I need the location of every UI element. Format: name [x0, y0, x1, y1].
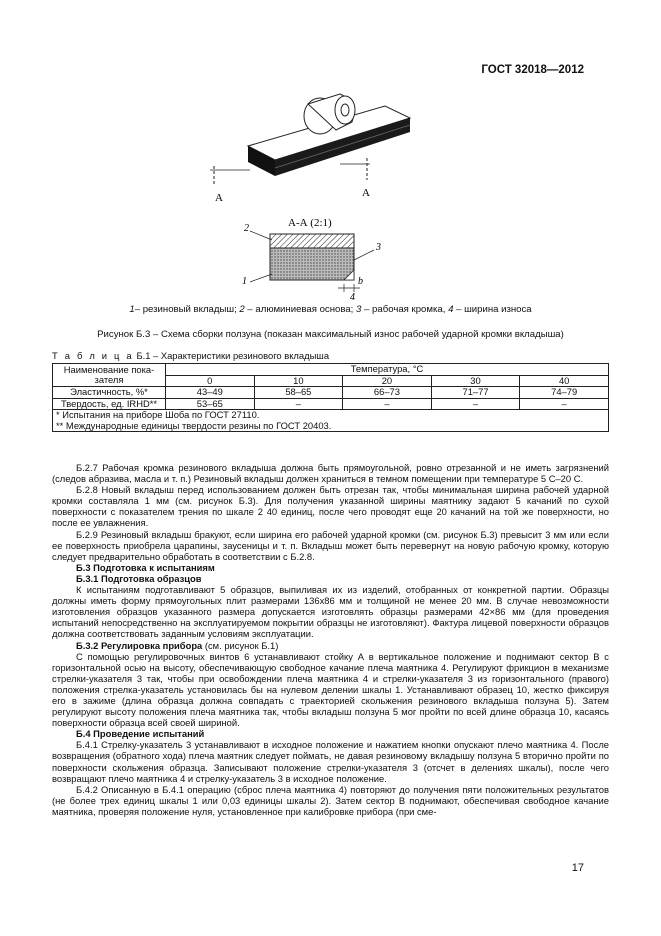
- heading-b3: Б.3 Подготовка к испытаниям: [76, 561, 215, 573]
- callout-4: 4: [350, 292, 355, 303]
- section-mark-right: А: [362, 187, 370, 199]
- section-mark-left: А: [215, 192, 223, 204]
- figure-caption: Рисунок Б.3 – Схема сборки ползуна (показан максимальный износ рабочей ударной кромки вкладыша): [97, 329, 564, 340]
- callout-1: 1: [242, 276, 247, 287]
- temp-cell: 10: [254, 375, 343, 387]
- table-note: ** Международные единицы твердости резины по ГОСТ 20403.: [56, 419, 332, 431]
- temp-cell: 20: [343, 375, 432, 387]
- standard-id: ГОСТ 32018—2012: [481, 64, 584, 76]
- paragraph-b41: Б.4.1 Стрелку-указатель 3 устанавливают в исходное положение и нажатием кнопки опускают плечо маятника 4. После возвращения (обратного хода) плеча маятник следует поймать, не давая резиновому вкладышу ползуна 5 вторично пройти по поверхности скольжения образца. Записывают положение стрелки-указателя 3 (отсчет в делениях шкалы), после чего возвращают плечо маятника 4 и стрелку-указатель 3 в исходное положение.: [52, 739, 609, 784]
- section-view: [250, 231, 374, 292]
- paragraph-b32: С помощью регулировочных винтов 6 устанавливают стойку А в вертикальное положение и поднимают сектор В с горизонтальной осью на высоту, обеспечивающую свободное качание плеча маятника 4. Регулируют фрикцион в механизме стрелки-указателя 3 так, чтобы при освобождении плеча маятника 4 и стрелки-указателя 3 из горизонтального (правого) положения стрелка-указатель установилась бы на нулевом делении шкалы 1. Устанавливают образец 10, жестко фиксируя его в зажиме (длина образца должна совпадать с траекторией скольжения резинового вкладыша ползуна 5). Затем регулируют высоту положения плеча маятника так, чтобы вкладыш ползуна 5 мог пройти по всей длине образца 10, касаясь поверхности образца всей своей шириной.: [52, 650, 609, 729]
- temp-cell: 30: [431, 375, 520, 387]
- paragraph-b42: Б.4.2 Описанную в Б.4.1 операцию (сброс плеча маятника 4) повторяют до получения пяти положительных результатов (не более трех единиц шкалы 1 или 0,03 единицы шкалы 2). Затем сектор В поднимают, обеспечивая свободное качание маятника, проверяя положение нуля, установленное при калибровке прибора (при сме-: [52, 783, 609, 817]
- heading-b4: Б.4 Проведение испытаний: [76, 728, 205, 740]
- figure-legend: 1– резиновый вкладыш; 2 – алюминиевая основа; 3 – рабочая кромка, 4 – ширина износа: [129, 304, 532, 315]
- rubber-characteristics-table: [52, 363, 609, 432]
- temp-cell: 40: [520, 375, 609, 387]
- page-number: 17: [571, 862, 584, 874]
- table-note: * Испытания на приборе Шоба по ГОСТ 27110.: [56, 409, 260, 420]
- paragraph-b31: К испытаниям подготавливают 5 образцов, выпиливая их из изделий, отобранных от конкретной партии. Образцы должны иметь форму прямоугольных плит размерами 136х86 мм и толщиной не менее 20 мм. В случае невозможности изготовления образцов указанного размера допускается изготовлять образцы размерами 42×86 мм (для проведения испытаний непосредственно на эксплуатируемом покрытии образцы не изготовляют). Фактура лицевой поверхности образцов должна соответствовать заданным условиям эксплуатации.: [52, 584, 609, 640]
- callout-3: 3: [376, 242, 381, 253]
- table-caption: Т а б л и ц а Б.1 – Характеристики резинового вкладыша: [52, 350, 330, 361]
- table-row: Твердость, ед. IRHD** 53–65 – – – –: [53, 398, 609, 410]
- callout-2: 2: [244, 223, 249, 234]
- heading-b31: Б.3.1 Подготовка образцов: [76, 572, 202, 584]
- slider-3d-view: [210, 94, 410, 186]
- body-text: [52, 462, 609, 817]
- section-title: А-А (2:1): [288, 217, 332, 229]
- callout-b: b: [358, 276, 363, 287]
- temp-cell: 0: [166, 375, 255, 387]
- header-temperature: Температура, °С: [166, 364, 609, 376]
- heading-b32: Б.3.2 Регулировка прибора (см. рисунок Б.1): [76, 639, 279, 651]
- table-row: Эластичность, %* 43–49 58–65 66–73 71–77 74–79: [53, 387, 609, 399]
- paragraph-b27: Б.2.7 Рабочая кромка резинового вкладыша должна быть прямоугольной, ровно отрезанной и не иметь загрязнений (следов абразива, масла и т. п.) Резиновый вкладыш должен храниться в темном помещении при температуре 5 С–20 С.: [52, 462, 609, 485]
- table-note-row: [53, 410, 609, 432]
- slider-assembly-figure: [190, 88, 430, 303]
- paragraph-b29: Б.2.9 Резиновый вкладыш бракуют, если ширина его рабочей ударной кромки (см. рисунок Б.3) превысит 3 мм или если ее поверхность приобрела царапины, заусеницы и т. п. Вкладыш может быть перевернут на новую рабочую кромку, которую следует предварительно обработать в соответствии с Б.2.8.: [52, 528, 609, 562]
- paragraph-b28: Б.2.8 Новый вкладыш перед использованием должен быть отрезан так, чтобы минимальная ширина рабочей ударной кромки составляла 1 мм (см. рисунок Б.3). Для получения указанной ширины маятнику задают 5 качаний по сухой поверхности с показателем трения по шкале 2 40 единиц, после чего проводят еще 20 качаний на той же поверхности, но после ее увлажнения.: [52, 484, 609, 529]
- header-name: Наименование пока-зателя: [53, 364, 166, 387]
